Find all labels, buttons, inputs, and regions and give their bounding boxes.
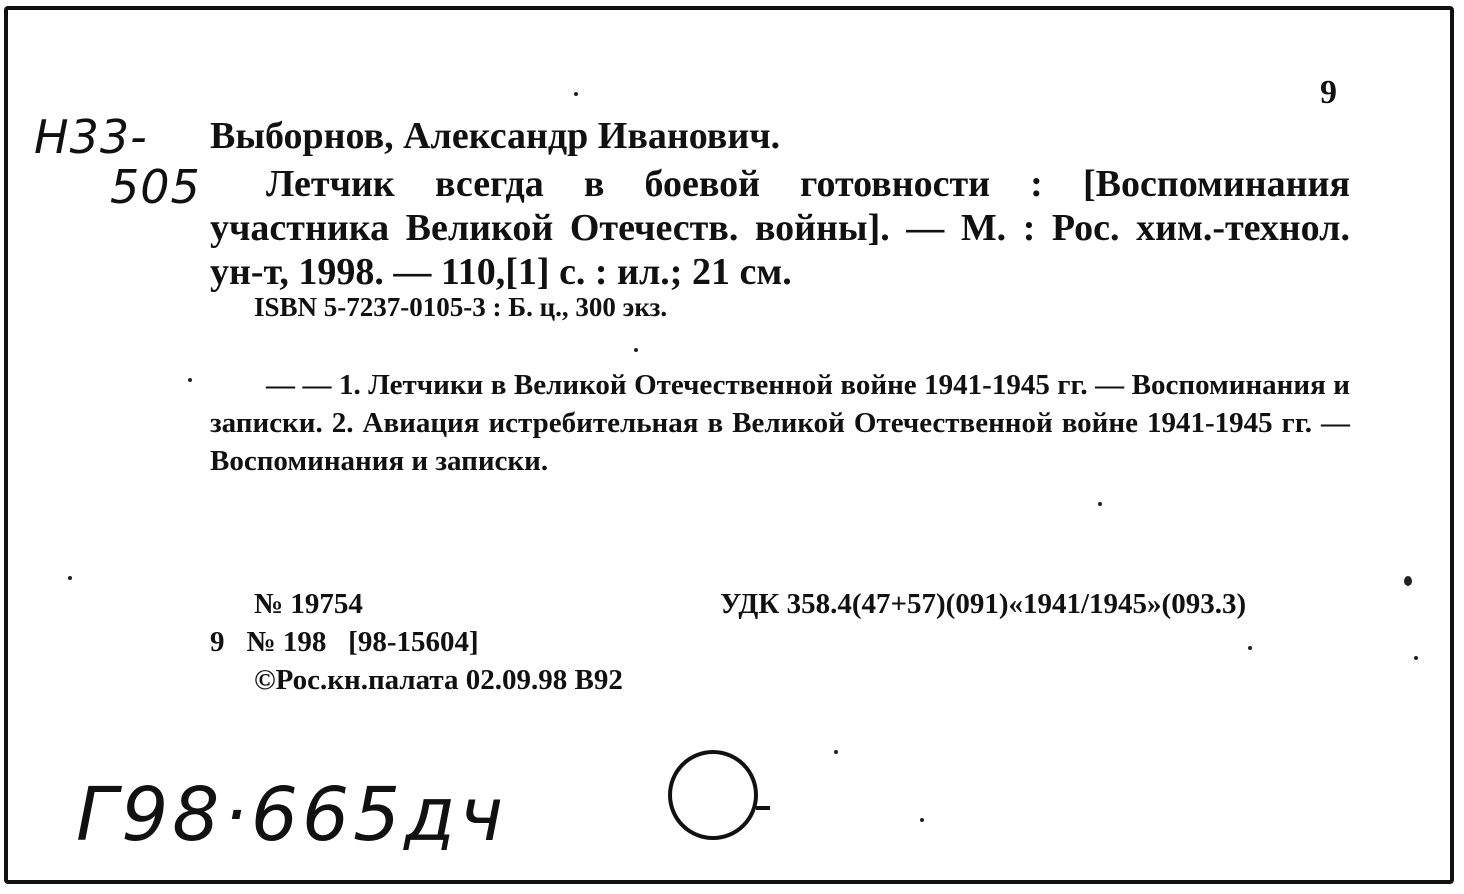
scan-speck <box>1098 502 1102 506</box>
author-heading: Выборнов, Александр Иванович. <box>210 115 781 157</box>
handwritten-shelf-code-line2: 505 <box>110 160 201 214</box>
card-number: № 198 <box>246 626 327 658</box>
handwritten-inventory-code: Г98·665дч <box>76 772 508 858</box>
scan-speck <box>1404 576 1412 586</box>
scan-speck <box>1414 656 1418 660</box>
scan-speck <box>634 348 638 352</box>
scan-speck <box>188 378 192 382</box>
registration-number: № 19754 <box>254 588 363 620</box>
isbn-line: ISBN 5-7237-0105-3 : Б. ц., 300 экз. <box>254 292 668 322</box>
catalog-card <box>4 6 1454 884</box>
scan-speck <box>920 818 924 822</box>
subject-headings: — — 1. Летчики в Великой Отечественной войне 1941-1945 гг. — Воспоминания и записки. 2. Авиация истребительная в Великой Отечественной войне 1941-1945 гг. — Воспоминания и записки. <box>210 369 1350 477</box>
scan-speck <box>1248 646 1252 650</box>
scan-speck <box>68 576 72 580</box>
copyright-line: ©Рос.кн.палата 02.09.98 В92 <box>254 664 623 696</box>
record-code: [98-15604] <box>348 626 479 658</box>
punch-hole-icon <box>668 750 758 840</box>
scan-speck <box>834 750 838 754</box>
card-number-row <box>210 626 479 659</box>
udk-classification: УДК 358.4(47+57)(091)«1941/1945»(093.3) <box>720 588 1247 620</box>
bibliographic-description: Летчик всегда в боевой готовности : [Воспоминания участника Великой Отечеств. войны]. — М. : Рос. хим.-технол. ун-т, 1998. — 110,[1] с. : ил.; 21 см. <box>210 163 1350 293</box>
page-number: 9 <box>1320 74 1337 111</box>
punch-hole-tick <box>756 806 770 810</box>
handwritten-shelf-code-line1: Н33- <box>34 110 148 164</box>
row-prefix: 9 <box>210 626 225 658</box>
scan-speck <box>574 92 578 96</box>
